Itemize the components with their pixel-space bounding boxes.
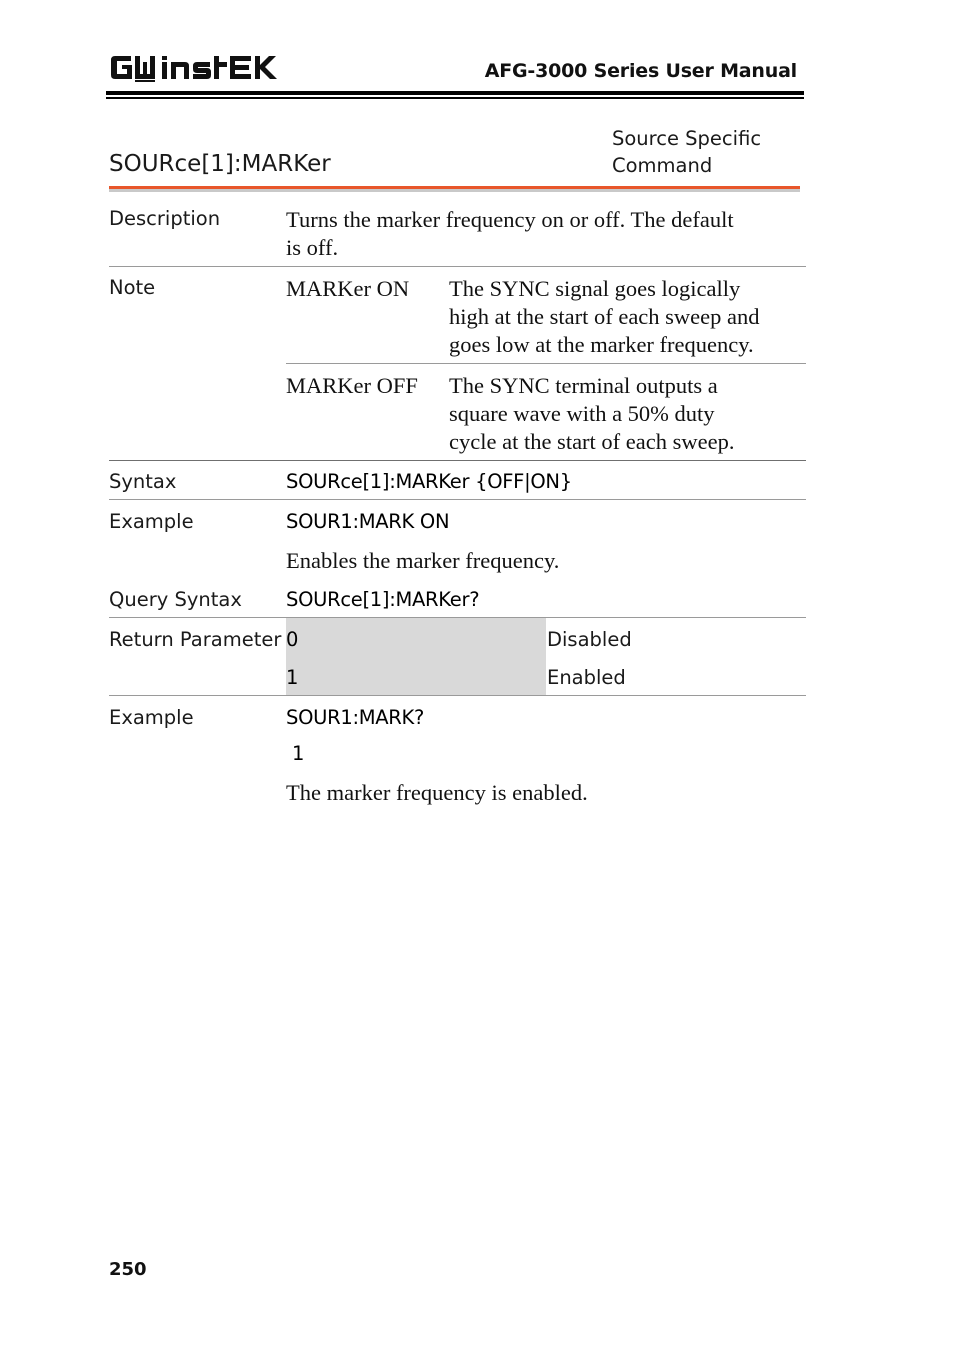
page-number: 250 [109,1259,147,1280]
header-rule-thin [106,97,804,99]
return-parameter-label: Return Parameter [109,628,282,651]
syntax-value: SOURce[1]:MARKer {OFF|ON} [286,470,572,493]
row-divider [109,695,806,696]
return-meaning: Disabled [547,628,632,651]
command-type [612,125,761,179]
example-command: SOUR1:MARK ON [286,510,450,533]
row-divider [109,499,806,500]
note-label: Note [109,276,156,299]
note-desc-line: goes low at the marker frequency. [449,332,754,357]
example-label: Example [109,510,194,533]
return-value: 1 [286,666,299,689]
title-rule-shadow [109,189,800,192]
row-divider [109,266,806,267]
example-text: The marker frequency is enabled. [286,780,588,805]
return-value: 0 [286,628,299,651]
return-meaning: Enabled [547,666,626,689]
note-desc-line: high at the start of each sweep and [449,304,760,329]
example-text: Enables the marker frequency. [286,548,560,573]
note-desc-line: The SYNC terminal outputs a [449,373,718,398]
note-desc-line: The SYNC signal goes logically [449,276,741,301]
command-type-line1: Source Specific [612,127,762,150]
row-divider [109,460,806,461]
header-rule [106,91,804,95]
description-line: Turns the marker frequency on or off. The default [286,207,734,232]
command-type-line2: Command [612,154,713,177]
syntax-label: Syntax [109,470,177,493]
example-label: Example [109,706,194,729]
example-response: 1 [292,742,305,765]
note-desc-on [449,275,760,359]
example-query-command: SOUR1:MARK? [286,706,425,729]
gw-instek-logo [109,54,279,82]
return-value-shading [286,618,546,695]
note-key-off: MARKer OFF [286,373,418,398]
manual-title: AFG-3000 Series User Manual [484,60,797,82]
description-text [286,206,734,262]
description-line: is off. [286,235,339,260]
note-desc-line: cycle at the start of each sweep. [449,429,735,454]
description-label: Description [109,207,221,230]
note-desc-line: square wave with a 50% duty [449,401,715,426]
command-title: SOURce[1]:MARKer [109,151,331,177]
note-key-on: MARKer ON [286,276,410,301]
query-syntax-value: SOURce[1]:MARKer? [286,588,480,611]
note-divider [286,363,806,364]
note-desc-off [449,372,734,456]
query-syntax-label: Query Syntax [109,588,242,611]
